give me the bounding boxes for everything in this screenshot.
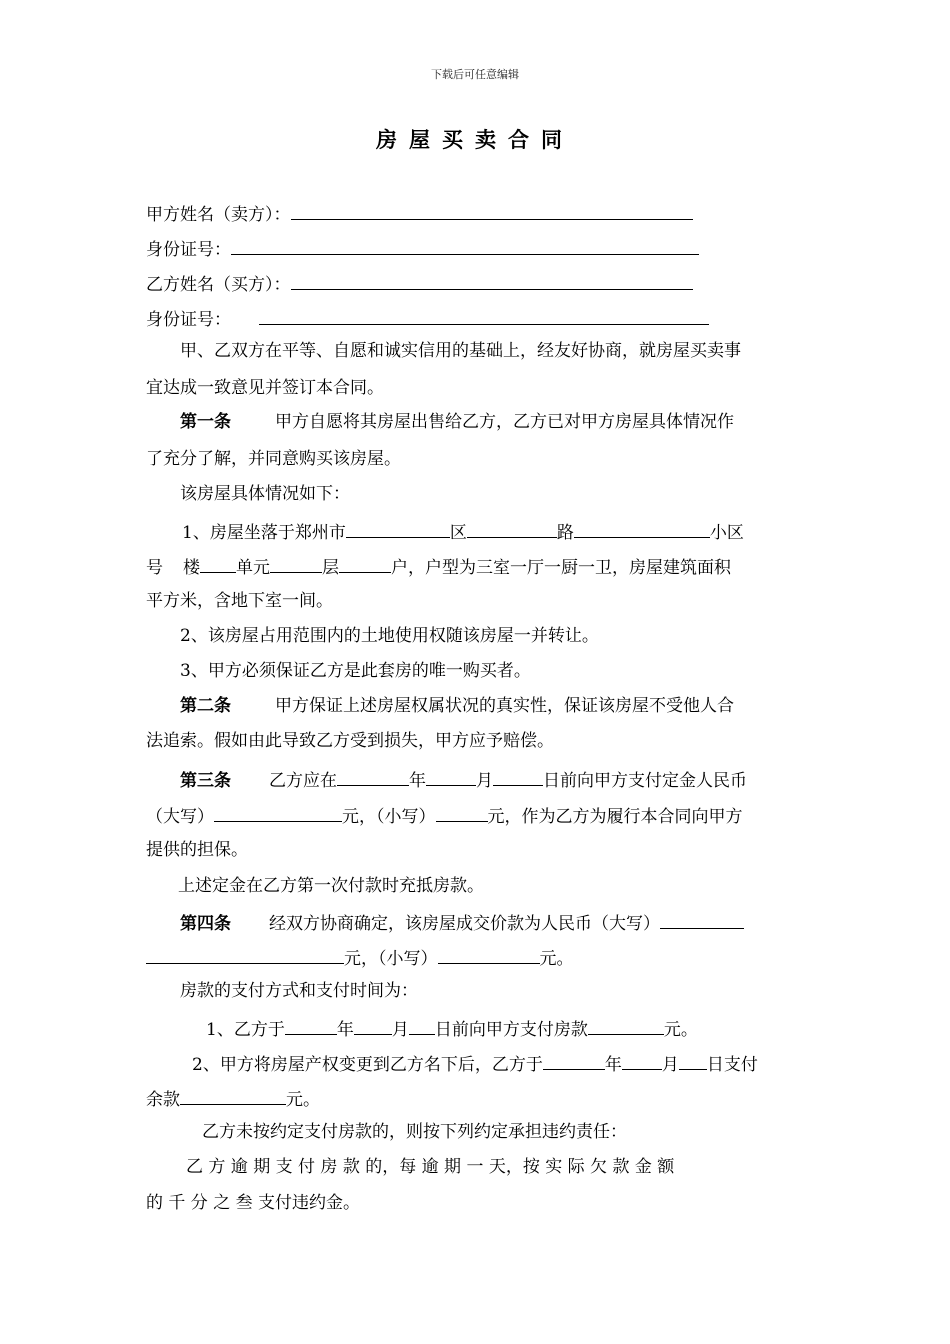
payment-2-year-field[interactable] <box>543 1050 605 1070</box>
buyer-name-label: 乙方姓名（买方）： <box>146 275 291 295</box>
article-3-line-1 <box>180 766 747 792</box>
article-2-text-1: 甲方保证上述房屋权属状况的真实性，保证该房屋不受他人合 <box>275 696 734 716</box>
number-label: 号 <box>146 558 163 578</box>
payment-2-day-text: 日支付 <box>706 1055 758 1075</box>
deposit-lower-label: 元，（小写） <box>342 807 436 827</box>
payment-item-1 <box>206 1015 698 1041</box>
breach-line-1: 乙 方 逾 期 支 付 房 款 的，每 逾 期 一 天，按 实 际 欠 款 金 额 <box>186 1157 675 1177</box>
payment-1-day-text: 日前向甲方支付房款 <box>434 1020 588 1040</box>
payment-1-unit: 元。 <box>663 1020 698 1040</box>
building-label: 楼 <box>183 558 200 578</box>
payment-1-text: 1、乙方于 <box>206 1020 285 1040</box>
payment-2-year-label: 年 <box>604 1055 622 1075</box>
balance-unit: 元。 <box>286 1090 320 1110</box>
road-field[interactable] <box>467 518 557 538</box>
buyer-name-row <box>146 270 693 296</box>
unit-label: 单元 <box>236 558 270 578</box>
payment-2-text: 2、甲方将房屋产权变更到乙方名下后，乙方于 <box>192 1055 543 1075</box>
article-4-payment-label: 房款的支付方式和支付时间为： <box>180 981 418 1001</box>
buyer-name-field[interactable] <box>291 270 693 290</box>
balance-amount-field[interactable] <box>180 1085 286 1105</box>
seller-name-field[interactable] <box>291 200 693 220</box>
article-4-heading: 第四条 <box>180 914 231 934</box>
payment-item-2-line-1 <box>192 1050 758 1076</box>
road-label: 路 <box>556 523 574 543</box>
unit-field[interactable] <box>200 553 236 573</box>
household-text: 户，户型为三室一厅一厨一卫，房屋建筑面积 <box>391 558 731 578</box>
article-1-text-1: 甲方自愿将其房屋出售给乙方，乙方已对甲方房屋具体情况作 <box>275 412 734 432</box>
payment-1-year-field[interactable] <box>285 1015 337 1035</box>
price-intro-text: 经双方协商确定，该房屋成交价款为人民币（大写） <box>269 914 660 934</box>
article-1-line-1 <box>180 411 734 433</box>
seller-id-field[interactable] <box>231 235 699 255</box>
payment-1-day-field[interactable] <box>409 1015 435 1035</box>
article-4-line-2 <box>146 944 574 970</box>
payment-1-year-label: 年 <box>336 1020 354 1040</box>
article-3-heading: 第三条 <box>180 771 231 791</box>
deposit-upper-field[interactable] <box>214 802 342 822</box>
payment-item-2-line-2 <box>146 1085 320 1111</box>
household-field[interactable] <box>339 553 391 573</box>
payment-2-month-field[interactable] <box>622 1050 662 1070</box>
buyer-id-field[interactable] <box>259 305 709 325</box>
payment-1-amount-field[interactable] <box>588 1015 664 1035</box>
article-1-item-1-line-3: 平方米，含地下室一间。 <box>146 591 333 611</box>
article-1-item-1-line-1 <box>182 518 744 544</box>
deposit-lower-field[interactable] <box>436 802 488 822</box>
price-lower-label: 元，（小写） <box>344 949 438 969</box>
deposit-month-field[interactable] <box>426 766 476 786</box>
deposit-intro-text: 乙方应在 <box>269 771 337 791</box>
header-note: 下载后可任意编辑 <box>431 68 519 81</box>
deposit-day-text: 日前向甲方支付定金人民币 <box>543 771 747 791</box>
intro-line-1: 甲、乙双方在平等、自愿和诚实信用的基础上，经友好协商，就房屋买卖事 <box>180 341 741 361</box>
deposit-day-field[interactable] <box>493 766 543 786</box>
price-unit-text: 元。 <box>539 949 574 969</box>
seller-name-label: 甲方姓名（卖方）： <box>146 205 291 225</box>
payment-2-month-label: 月 <box>661 1055 679 1075</box>
article-2-line-2: 法追索。假如由此导致乙方受到损失，甲方应予赔偿。 <box>146 731 554 751</box>
deposit-upper-label: （大写） <box>146 807 214 827</box>
balance-label: 余款 <box>146 1090 180 1110</box>
article-1-item-1-line-2 <box>146 553 731 579</box>
article-2-line-1 <box>180 695 734 717</box>
seller-id-label: 身份证号： <box>146 240 231 260</box>
payment-2-day-field[interactable] <box>679 1050 707 1070</box>
district-field[interactable] <box>346 518 450 538</box>
document-title: 房屋买卖合同 <box>376 127 574 152</box>
price-lower-field[interactable] <box>438 944 540 964</box>
intro-line-2: 宜达成一致意见并签订本合同。 <box>146 378 384 398</box>
article-3-line-2 <box>146 802 743 828</box>
buyer-id-row <box>146 305 709 331</box>
article-3-line-3: 提供的担保。 <box>146 840 248 860</box>
payment-1-month-field[interactable] <box>354 1015 392 1035</box>
article-4-line-1 <box>180 909 744 935</box>
article-2-heading: 第二条 <box>180 696 231 716</box>
price-upper-field-2[interactable] <box>146 944 344 964</box>
deposit-year-label: 年 <box>409 771 426 791</box>
community-label: 小区 <box>709 523 744 543</box>
seller-id-row <box>146 235 699 261</box>
article-1-item-3: 3、甲方必须保证乙方是此套房的唯一购买者。 <box>180 661 531 681</box>
district-label: 区 <box>449 523 467 543</box>
article-1-details-label: 该房屋具体情况如下： <box>180 484 350 504</box>
breach-label: 乙方未按约定支付房款的，则按下列约定承担违约责任： <box>202 1122 627 1142</box>
article-1-item-2: 2、该房屋占用范围内的土地使用权随该房屋一并转让。 <box>180 626 599 646</box>
breach-line-2: 的 千 分 之 叁 支付违约金。 <box>146 1193 361 1213</box>
floor-label: 层 <box>322 558 339 578</box>
article-1-heading: 第一条 <box>180 412 231 432</box>
article-3-note: 上述定金在乙方第一次付款时充抵房款。 <box>178 876 484 896</box>
location-city-text: 1、房屋坐落于郑州市 <box>182 523 346 543</box>
payment-1-month-label: 月 <box>391 1020 409 1040</box>
article-1-line-2: 了充分了解，并同意购买该房屋。 <box>146 449 401 469</box>
deposit-purpose-text: 元，作为乙方为履行本合同向甲方 <box>487 807 743 827</box>
deposit-month-label: 月 <box>476 771 493 791</box>
price-upper-field-1[interactable] <box>660 909 744 929</box>
deposit-year-field[interactable] <box>337 766 409 786</box>
community-field[interactable] <box>574 518 710 538</box>
buyer-id-label: 身份证号： <box>146 310 231 330</box>
floor-field[interactable] <box>270 553 322 573</box>
seller-name-row <box>146 200 693 226</box>
